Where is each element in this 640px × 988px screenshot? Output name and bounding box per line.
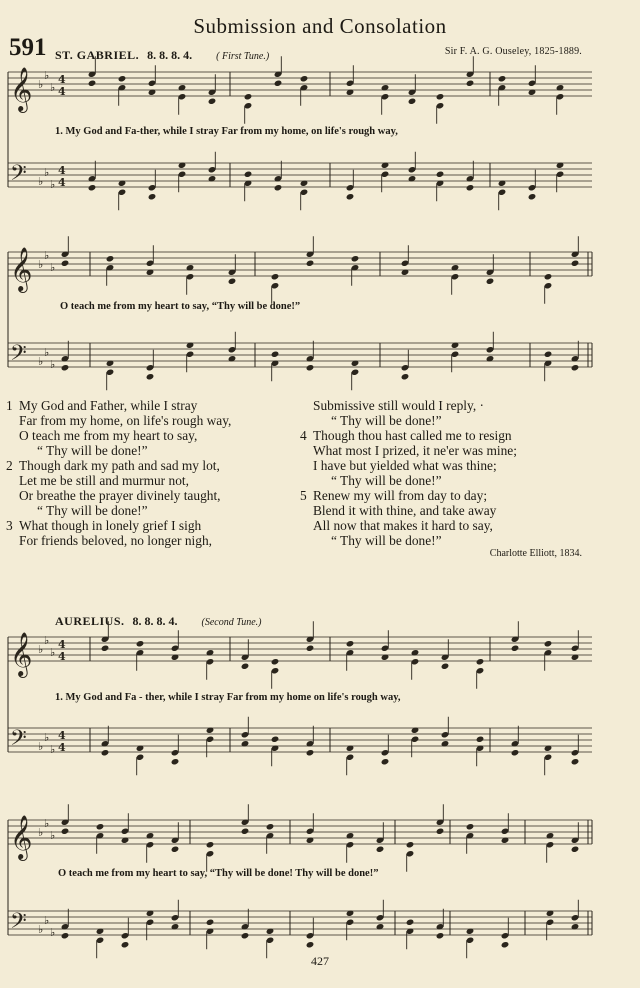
verse-number: 5 bbox=[300, 488, 307, 503]
flat-sign: ♭ bbox=[38, 923, 44, 936]
note-head bbox=[436, 932, 445, 939]
note-head bbox=[528, 193, 537, 200]
flat-sign: ♭ bbox=[38, 643, 44, 656]
flat-sign: ♭ bbox=[50, 646, 56, 659]
bass-clef: 𝄢 bbox=[10, 726, 27, 756]
verse-text: All now that makes it hard to say, bbox=[313, 518, 493, 533]
note-head bbox=[486, 278, 495, 285]
verse-text: What though in lonely grief I sigh bbox=[19, 518, 202, 533]
note-head bbox=[146, 373, 155, 380]
verse-text: What most I prized, it ne'er was mine; bbox=[313, 443, 517, 458]
note-head bbox=[171, 846, 180, 853]
music-system-3 bbox=[0, 625, 640, 785]
time-signature: 4 bbox=[58, 164, 66, 177]
author-credit: Charlotte Elliott, 1834. bbox=[489, 548, 582, 559]
note-head bbox=[306, 941, 315, 948]
note-head bbox=[306, 749, 315, 756]
bass-clef: 𝄢 bbox=[10, 341, 27, 371]
tune1-label: ( First Tune.) bbox=[216, 51, 270, 62]
note-head bbox=[118, 75, 127, 82]
note-head bbox=[101, 749, 110, 756]
verse-text: Renew my will from day to day; bbox=[313, 488, 488, 503]
note-head bbox=[401, 373, 410, 380]
music-system-4 bbox=[0, 808, 640, 958]
note-head bbox=[476, 658, 485, 665]
flat-sign: ♭ bbox=[44, 731, 50, 744]
verse-line bbox=[6, 458, 231, 473]
flat-sign: ♭ bbox=[50, 358, 56, 371]
verse-text: Far from my home, on life's rough way, bbox=[19, 413, 232, 428]
note-head bbox=[436, 171, 445, 178]
verse-line bbox=[300, 398, 517, 413]
verse-text: O teach me from my heart to say, bbox=[19, 428, 198, 443]
flat-sign: ♭ bbox=[44, 346, 50, 359]
flat-sign: ♭ bbox=[38, 740, 44, 753]
verse-refrain: “ Thy will be done!” bbox=[37, 503, 148, 518]
page-number: 427 bbox=[311, 954, 329, 968]
time-signature: 4 bbox=[58, 638, 66, 651]
flat-sign: ♭ bbox=[38, 826, 44, 839]
verse-line bbox=[300, 458, 517, 473]
verse-line bbox=[300, 488, 517, 503]
verse-line bbox=[6, 488, 231, 503]
hymn-number: 591 bbox=[9, 34, 47, 61]
flat-sign: ♭ bbox=[44, 914, 50, 927]
note-head bbox=[544, 351, 553, 358]
verse-number: 2 bbox=[6, 458, 13, 473]
note-head bbox=[171, 758, 180, 765]
note-head bbox=[241, 828, 250, 835]
tune1-name: ST. GABRIEL. bbox=[55, 48, 140, 62]
time-signature: 4 bbox=[58, 650, 66, 663]
time-signature: 4 bbox=[58, 176, 66, 189]
time-signature: 4 bbox=[58, 729, 66, 742]
flat-sign: ♭ bbox=[38, 258, 44, 271]
note-head bbox=[346, 193, 355, 200]
note-head bbox=[271, 658, 280, 665]
tune2-meter: 8. 8. 8. 4. bbox=[132, 614, 178, 628]
treble-clef: 𝄞 bbox=[10, 247, 33, 291]
time-signature: 4 bbox=[58, 85, 66, 98]
page-title: Submission and Consolation bbox=[193, 14, 447, 38]
note-head bbox=[266, 823, 275, 830]
note-head bbox=[498, 75, 507, 82]
note-head bbox=[306, 645, 315, 652]
bass-clef: 𝄢 bbox=[10, 909, 27, 939]
note-head bbox=[101, 645, 110, 652]
time-signature: 4 bbox=[58, 73, 66, 86]
note-head bbox=[136, 640, 145, 647]
note-head bbox=[96, 823, 105, 830]
note-head bbox=[300, 75, 309, 82]
note-head bbox=[376, 846, 385, 853]
note-head bbox=[228, 278, 237, 285]
note-head bbox=[544, 640, 553, 647]
flat-sign: ♭ bbox=[38, 175, 44, 188]
verse-number: 4 bbox=[300, 428, 307, 443]
flat-sign: ♭ bbox=[44, 249, 50, 262]
note-head bbox=[571, 846, 580, 853]
note-head bbox=[244, 171, 253, 178]
verse-text: For friends beloved, no longer nigh, bbox=[19, 533, 213, 548]
note-head bbox=[406, 841, 415, 848]
note-head bbox=[271, 273, 280, 280]
flat-sign: ♭ bbox=[50, 743, 56, 756]
note-head bbox=[206, 919, 215, 926]
music-system-1 bbox=[0, 60, 640, 220]
note-head bbox=[241, 932, 250, 939]
note-head bbox=[61, 364, 70, 371]
note-head bbox=[106, 255, 115, 262]
note-head bbox=[148, 193, 157, 200]
flat-sign: ♭ bbox=[44, 817, 50, 830]
tune1-lyrics-line2: O teach me from my heart to say, “Thy will be done!” bbox=[60, 301, 301, 312]
note-head bbox=[571, 260, 580, 267]
note-head bbox=[436, 828, 445, 835]
flat-sign: ♭ bbox=[50, 81, 56, 94]
verse-text: Blend it with thine, and take away bbox=[313, 503, 497, 518]
flat-sign: ♭ bbox=[44, 166, 50, 179]
note-head bbox=[436, 93, 445, 100]
verse-line bbox=[6, 473, 231, 488]
note-head bbox=[271, 351, 280, 358]
note-head bbox=[466, 184, 475, 191]
note-head bbox=[244, 93, 253, 100]
note-head bbox=[208, 98, 217, 105]
tune1-lyrics-line1: 1. My God and Fa-ther, while I stray Far from my home, on life's rough way, bbox=[55, 126, 398, 137]
note-head bbox=[571, 364, 580, 371]
tune2-label: (Second Tune.) bbox=[201, 617, 262, 628]
verse-text: Though dark my path and sad my lot, bbox=[19, 458, 220, 473]
note-head bbox=[88, 184, 97, 191]
time-signature: 4 bbox=[58, 741, 66, 754]
note-head bbox=[441, 663, 450, 670]
verse-text: Though thou hast called me to resign bbox=[313, 428, 512, 443]
bass-clef: 𝄢 bbox=[10, 161, 27, 191]
note-head bbox=[511, 645, 520, 652]
flat-sign: ♭ bbox=[50, 926, 56, 939]
treble-clef: 𝄞 bbox=[10, 815, 33, 859]
note-head bbox=[121, 941, 130, 948]
treble-clef: 𝄞 bbox=[10, 67, 33, 111]
verse-number: 3 bbox=[6, 518, 13, 533]
note-head bbox=[61, 932, 70, 939]
note-head bbox=[274, 80, 283, 87]
verse-refrain: “ Thy will be done!” bbox=[331, 473, 442, 488]
tune2-lyrics-line2: O teach me from my heart to say, “Thy will be done! Thy will be done!” bbox=[58, 868, 379, 879]
verse-line bbox=[300, 443, 517, 458]
tune1-meter: 8. 8. 8. 4. bbox=[147, 48, 193, 62]
verse-line bbox=[300, 428, 517, 443]
treble-clef: 𝄞 bbox=[10, 632, 33, 676]
note-head bbox=[241, 663, 250, 670]
verse-line bbox=[300, 503, 517, 518]
note-head bbox=[61, 260, 70, 267]
verse-text: My God and Father, while I stray bbox=[19, 398, 198, 413]
verses-right-column bbox=[300, 398, 517, 548]
verse-line bbox=[6, 518, 231, 533]
note-head bbox=[306, 364, 315, 371]
verse-refrain: “ Thy will be done!” bbox=[331, 413, 442, 428]
note-head bbox=[381, 758, 390, 765]
verses-left-column bbox=[6, 398, 231, 548]
verse-number: 1 bbox=[6, 398, 13, 413]
verse-refrain: “ Thy will be done!” bbox=[331, 533, 442, 548]
verse-line bbox=[6, 428, 231, 443]
note-head bbox=[408, 98, 417, 105]
composer: Sir F. A. G. Ouseley, 1825-1889. bbox=[444, 46, 582, 57]
flat-sign: ♭ bbox=[50, 261, 56, 274]
flat-sign: ♭ bbox=[38, 355, 44, 368]
flat-sign: ♭ bbox=[44, 634, 50, 647]
flat-sign: ♭ bbox=[50, 178, 56, 191]
note-head bbox=[501, 941, 510, 948]
verse-line bbox=[6, 533, 231, 548]
verse-line bbox=[6, 413, 231, 428]
note-head bbox=[274, 184, 283, 191]
flat-sign: ♭ bbox=[44, 69, 50, 82]
verse-text: I have but yielded what was thine; bbox=[313, 458, 497, 473]
note-head bbox=[306, 260, 315, 267]
note-head bbox=[466, 80, 475, 87]
note-head bbox=[406, 919, 415, 926]
verse-text: Or breathe the prayer divinely taught, bbox=[19, 488, 221, 503]
note-head bbox=[351, 255, 360, 262]
verse-text: Submissive still would I reply, · bbox=[313, 398, 484, 413]
verse-line bbox=[300, 518, 517, 533]
flat-sign: ♭ bbox=[50, 829, 56, 842]
note-head bbox=[271, 736, 280, 743]
note-head bbox=[511, 749, 520, 756]
verse-refrain: “ Thy will be done!” bbox=[37, 443, 148, 458]
tune2-lyrics-line1: 1. My God and Fa - ther, while I stray Far from my home on life's rough way, bbox=[55, 692, 401, 703]
note-head bbox=[206, 841, 215, 848]
tune2-name: AURELIUS. bbox=[55, 614, 125, 628]
note-head bbox=[476, 736, 485, 743]
flat-sign: ♭ bbox=[38, 78, 44, 91]
note-head bbox=[544, 273, 553, 280]
note-head bbox=[571, 758, 580, 765]
note-head bbox=[61, 828, 70, 835]
note-head bbox=[466, 823, 475, 830]
note-head bbox=[88, 80, 97, 87]
verse-text: Let me be still and murmur not, bbox=[19, 473, 189, 488]
note-head bbox=[346, 640, 355, 647]
verse-line bbox=[6, 398, 231, 413]
